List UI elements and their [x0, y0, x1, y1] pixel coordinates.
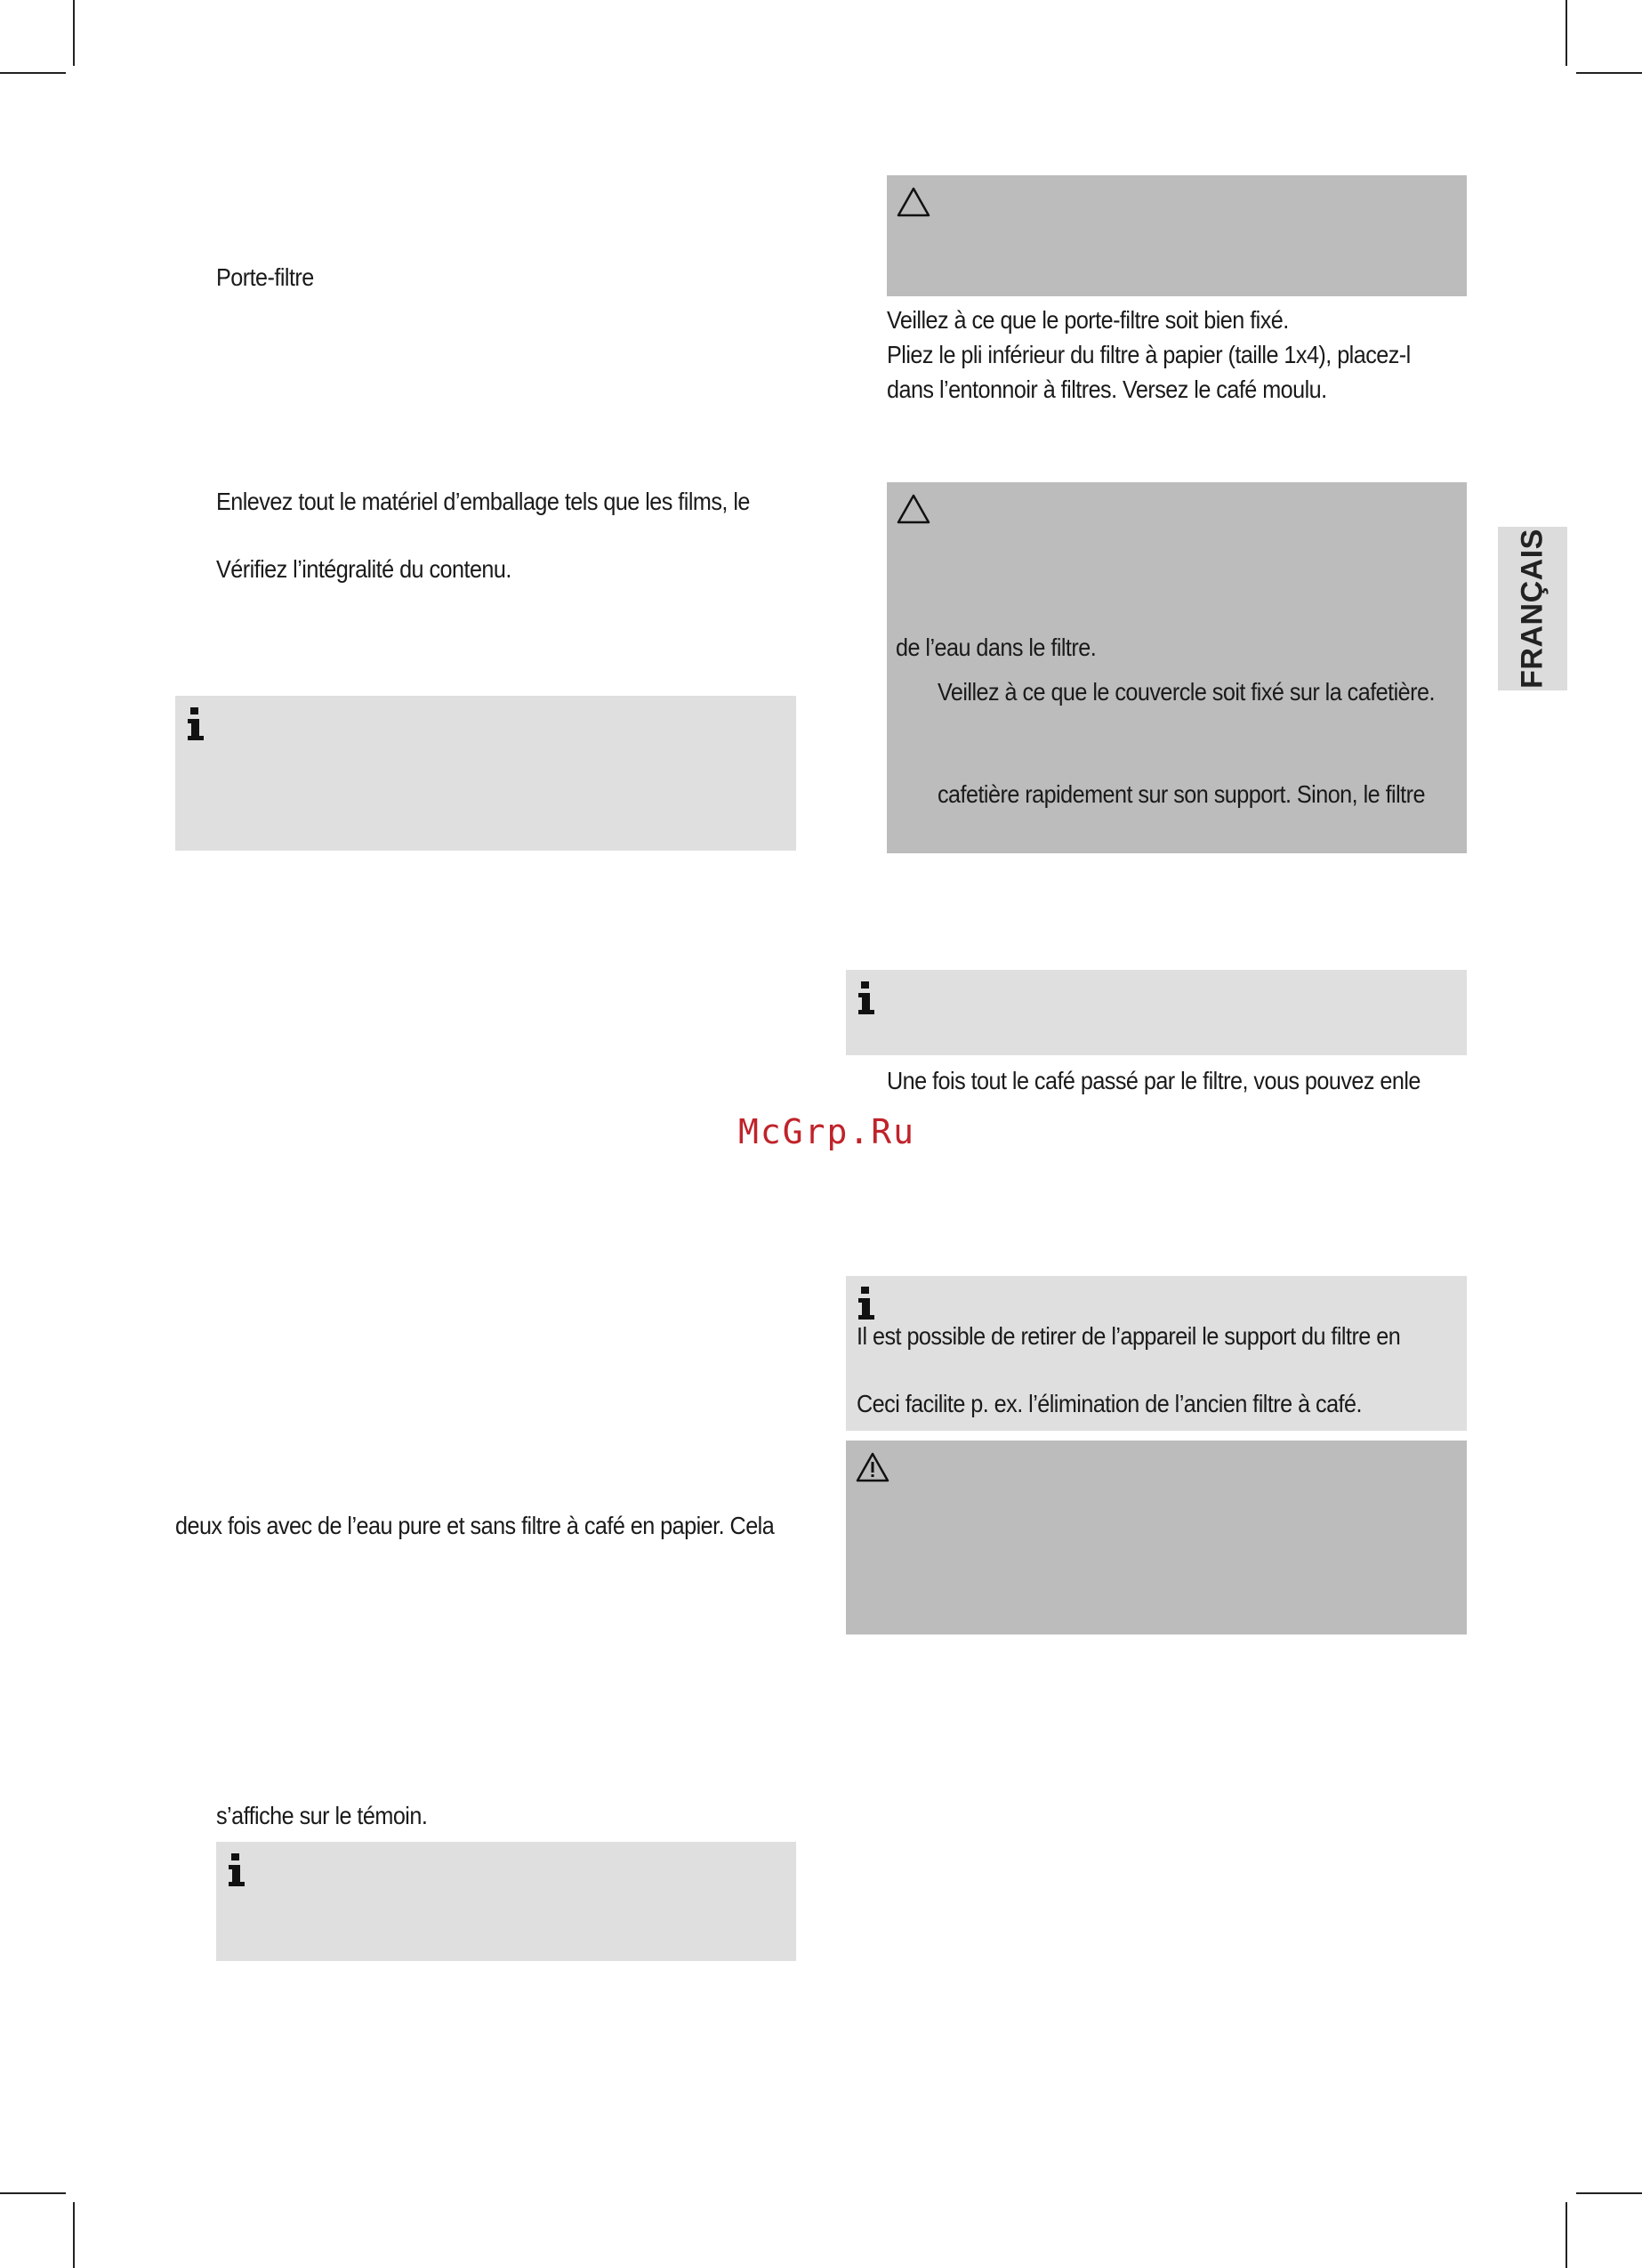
ceci-facilite-text: Ceci facilite p. ex. l’élimination de l’ancien filtre à café. — [857, 1390, 1362, 1417]
info-note-box — [846, 970, 1467, 1055]
verifiez-text: Vérifiez l’intégralité du contenu. — [216, 555, 511, 583]
info-note-box — [846, 1276, 1467, 1431]
deux-fois-text: deux fois avec de l’eau pure et sans filtre à café en papier. Cela — [175, 1512, 775, 1539]
crop-mark — [73, 0, 75, 66]
watermark: McGrp.Ru — [738, 1112, 916, 1151]
info-icon — [857, 981, 876, 1015]
pliez-text: Pliez le pli inférieur du filtre à papier (taille 1x4), placez-l — [887, 341, 1411, 368]
crop-mark — [1566, 0, 1567, 66]
info-icon — [186, 707, 205, 741]
crop-mark — [0, 2192, 66, 2194]
info-note-box — [175, 696, 796, 851]
crop-mark — [1576, 72, 1642, 74]
saffiche-text: s’affiche sur le témoin. — [216, 1802, 428, 1829]
info-icon — [857, 1287, 876, 1320]
language-tab-label: FRANÇAIS — [1515, 529, 1549, 689]
il-est-possible-text: Il est possible de retirer de l’appareil le support du filtre en — [857, 1322, 1401, 1350]
warning-exclamation-icon — [856, 1452, 889, 1482]
enlevez-text: Enlevez tout le matériel d’emballage tels que les films, le — [216, 488, 750, 515]
warning-triangle-icon — [897, 494, 930, 524]
une-fois-text: Une fois tout le café passé par le filtre, vous pouvez enle — [887, 1067, 1421, 1094]
veillez-porte-text: Veillez à ce que le porte-filtre soit bien fixé. — [887, 306, 1289, 334]
crop-mark — [73, 2202, 75, 2268]
caution-box — [887, 482, 1467, 853]
language-tab — [1498, 527, 1567, 690]
crop-mark — [1566, 2202, 1567, 2268]
eau-filtre-text: de l’eau dans le filtre. — [896, 634, 1097, 661]
info-icon — [227, 1853, 246, 1887]
crop-mark — [0, 72, 66, 74]
caution-box — [887, 175, 1467, 296]
dans-entonnoir-text: dans l’entonnoir à filtres. Versez le café moulu. — [887, 375, 1327, 403]
cafetiere-support-text: cafetière rapidement sur son support. Sinon, le filtre — [938, 780, 1425, 808]
porte-filtre-label: Porte-filtre — [216, 263, 314, 291]
warning-box — [846, 1441, 1467, 1634]
warning-triangle-icon — [897, 187, 930, 217]
info-note-box — [216, 1842, 796, 1961]
veillez-couvercle-text: Veillez à ce que le couvercle soit fixé sur la cafetière. — [938, 678, 1435, 706]
crop-mark — [1576, 2192, 1642, 2194]
